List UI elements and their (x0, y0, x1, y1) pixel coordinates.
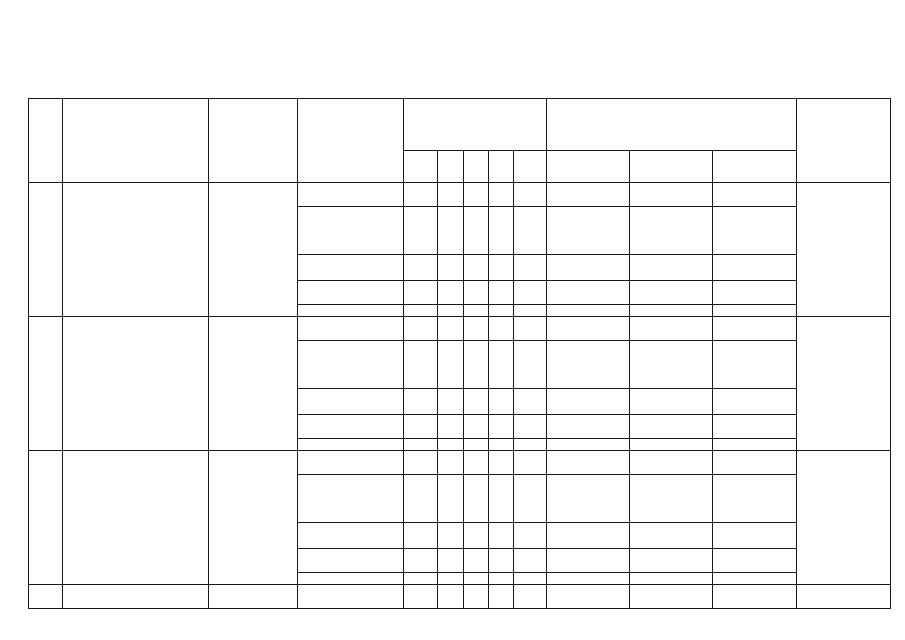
pgp-cell (464, 573, 489, 585)
source-cell (298, 523, 404, 549)
header-np (514, 151, 547, 183)
amount-2020 (547, 389, 630, 415)
amount-2022 (713, 523, 797, 549)
header-2021 (630, 151, 713, 183)
amount-2021 (630, 183, 713, 207)
total-2021 (630, 573, 713, 585)
gp-cell (438, 439, 464, 451)
amount-2021 (630, 475, 713, 523)
amount-2021 (630, 389, 713, 415)
pgp-cell (464, 281, 489, 305)
gp-cell (438, 207, 464, 255)
gp-cell (438, 281, 464, 305)
pgp-cell (464, 439, 489, 451)
amount-2021 (630, 523, 713, 549)
header-om (489, 151, 514, 183)
block-num (29, 183, 63, 317)
block-name (63, 317, 209, 451)
amount-2020 (547, 183, 630, 207)
budget-table (28, 98, 891, 609)
grbs-cell (404, 523, 438, 549)
amount-2022 (713, 207, 797, 255)
source-cell (298, 389, 404, 415)
source-cell (298, 317, 404, 341)
pgp-cell (464, 341, 489, 389)
pgp-cell (464, 585, 489, 609)
source-cell-total (298, 305, 404, 317)
amount-2022 (713, 451, 797, 475)
amount-2020 (547, 475, 630, 523)
np-cell (514, 183, 547, 207)
grbs-cell (404, 451, 438, 475)
source-cell-total (298, 573, 404, 585)
amount-2021 (630, 341, 713, 389)
amount-2022 (713, 317, 797, 341)
pgp-cell (464, 389, 489, 415)
np-cell (514, 415, 547, 439)
gp-cell (438, 389, 464, 415)
amount-2022 (713, 341, 797, 389)
block-name (63, 585, 209, 609)
block-num (29, 585, 63, 609)
block-executor (209, 585, 298, 609)
header-name (63, 99, 209, 183)
amount-2020 (547, 585, 630, 609)
om-cell (489, 341, 514, 389)
om-cell (489, 549, 514, 573)
grbs-cell (404, 207, 438, 255)
om-cell (489, 183, 514, 207)
pgp-cell (464, 305, 489, 317)
grbs-cell (404, 341, 438, 389)
grbs-cell (404, 281, 438, 305)
grbs-cell (404, 389, 438, 415)
block-num (29, 317, 63, 451)
amount-2022 (713, 475, 797, 523)
np-cell (514, 389, 547, 415)
amount-2022 (713, 281, 797, 305)
om-cell (489, 255, 514, 281)
source-cell (298, 341, 404, 389)
np-cell (514, 317, 547, 341)
header-funds-group (547, 99, 797, 151)
amount-2020 (547, 255, 630, 281)
gp-cell (438, 573, 464, 585)
amount-2022 (713, 585, 797, 609)
block-executor (209, 451, 298, 585)
om-cell (489, 585, 514, 609)
total-2022 (713, 573, 797, 585)
grbs-cell (404, 585, 438, 609)
gp-cell (438, 255, 464, 281)
block-link (797, 585, 891, 609)
gp-cell (438, 523, 464, 549)
source-cell (298, 281, 404, 305)
total-2022 (713, 305, 797, 317)
total-2020 (547, 305, 630, 317)
block-name (63, 183, 209, 317)
grbs-cell (404, 573, 438, 585)
block-num (29, 451, 63, 585)
om-cell (489, 281, 514, 305)
amount-2021 (630, 207, 713, 255)
om-cell (489, 317, 514, 341)
gp-cell (438, 585, 464, 609)
budget-table-body (29, 183, 891, 609)
np-cell (514, 305, 547, 317)
source-cell (298, 255, 404, 281)
total-2020 (547, 573, 630, 585)
amount-2022 (713, 183, 797, 207)
gp-cell (438, 415, 464, 439)
om-cell (489, 389, 514, 415)
total-2021 (630, 305, 713, 317)
amount-2022 (713, 549, 797, 573)
pgp-cell (464, 183, 489, 207)
pgp-cell (464, 549, 489, 573)
pgp-cell (464, 317, 489, 341)
source-cell (298, 415, 404, 439)
header-gp (438, 151, 464, 183)
source-cell (298, 585, 404, 609)
om-cell (489, 451, 514, 475)
amount-2020 (547, 317, 630, 341)
source-cell (298, 207, 404, 255)
grbs-cell (404, 305, 438, 317)
np-cell (514, 573, 547, 585)
amount-2022 (713, 389, 797, 415)
total-2022 (713, 439, 797, 451)
pgp-cell (464, 255, 489, 281)
header-num (29, 99, 63, 183)
amount-2020 (547, 523, 630, 549)
om-cell (489, 305, 514, 317)
np-cell (514, 451, 547, 475)
amount-2021 (630, 415, 713, 439)
om-cell (489, 439, 514, 451)
block-link (797, 451, 891, 585)
gp-cell (438, 341, 464, 389)
amount-2021 (630, 585, 713, 609)
np-cell (514, 255, 547, 281)
np-cell (514, 341, 547, 389)
amount-2021 (630, 549, 713, 573)
np-cell (514, 585, 547, 609)
source-cell (298, 549, 404, 573)
source-cell (298, 475, 404, 523)
grbs-cell (404, 317, 438, 341)
np-cell (514, 523, 547, 549)
header-executor (209, 99, 298, 183)
np-cell (514, 549, 547, 573)
pgp-cell (464, 415, 489, 439)
block-executor (209, 317, 298, 451)
grbs-cell (404, 549, 438, 573)
grbs-cell (404, 255, 438, 281)
header-kbk-group (404, 99, 547, 151)
source-cell (298, 451, 404, 475)
source-cell-total (298, 439, 404, 451)
om-cell (489, 415, 514, 439)
gp-cell (438, 475, 464, 523)
gp-cell (438, 317, 464, 341)
amount-2021 (630, 451, 713, 475)
header-2020 (547, 151, 630, 183)
amount-2021 (630, 281, 713, 305)
header-link (797, 99, 891, 183)
gp-cell (438, 549, 464, 573)
header-grbs (404, 151, 438, 183)
amount-2020 (547, 415, 630, 439)
source-cell (298, 183, 404, 207)
pgp-cell (464, 451, 489, 475)
block-name (63, 451, 209, 585)
header-source (298, 99, 404, 183)
grbs-cell (404, 475, 438, 523)
grbs-cell (404, 415, 438, 439)
total-2021 (630, 439, 713, 451)
header-pgp (464, 151, 489, 183)
om-cell (489, 523, 514, 549)
pgp-cell (464, 207, 489, 255)
om-cell (489, 573, 514, 585)
amount-2022 (713, 255, 797, 281)
grbs-cell (404, 439, 438, 451)
om-cell (489, 475, 514, 523)
gp-cell (438, 451, 464, 475)
np-cell (514, 207, 547, 255)
header-2022 (713, 151, 797, 183)
np-cell (514, 475, 547, 523)
amount-2021 (630, 317, 713, 341)
gp-cell (438, 183, 464, 207)
amount-2022 (713, 415, 797, 439)
amount-2020 (547, 341, 630, 389)
amount-2020 (547, 207, 630, 255)
gp-cell (438, 305, 464, 317)
pgp-cell (464, 475, 489, 523)
amount-2021 (630, 255, 713, 281)
pgp-cell (464, 523, 489, 549)
block-link (797, 183, 891, 317)
np-cell (514, 439, 547, 451)
amount-2020 (547, 281, 630, 305)
amount-2020 (547, 549, 630, 573)
grbs-cell (404, 183, 438, 207)
np-cell (514, 281, 547, 305)
block-link (797, 317, 891, 451)
amount-2020 (547, 451, 630, 475)
block-executor (209, 183, 298, 317)
total-2020 (547, 439, 630, 451)
om-cell (489, 207, 514, 255)
